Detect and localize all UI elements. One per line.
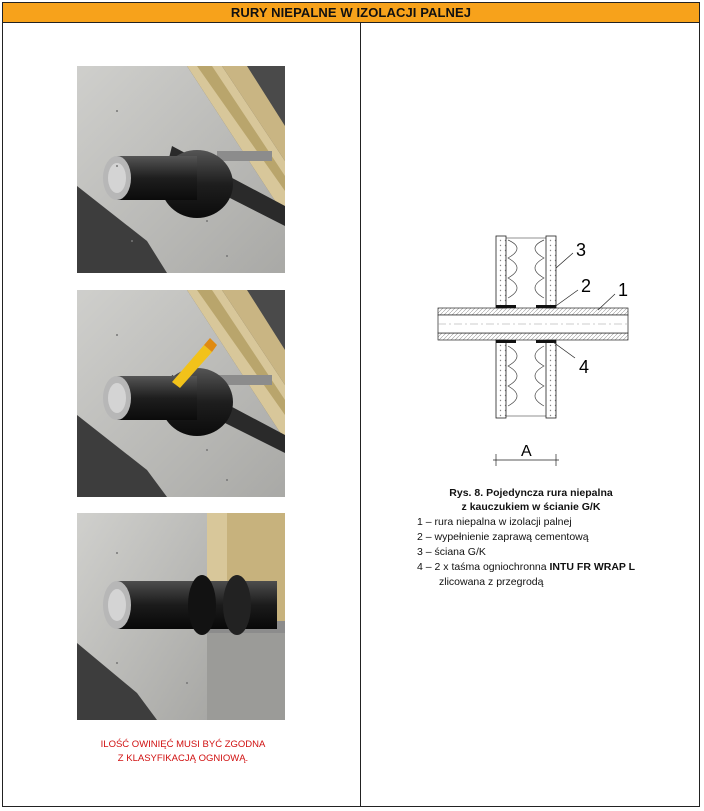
page-title: RURY NIEPALNE W IZOLACJI PALNEJ xyxy=(3,3,699,23)
warning-line-1: ILOŚĆ OWINIĘĆ MUSI BYĆ ZGODNA xyxy=(100,739,266,750)
wall-board-right-upper xyxy=(546,236,556,308)
label-2: 2 xyxy=(581,276,592,296)
wall-board-left-upper xyxy=(496,236,506,308)
pipe-section-diagram xyxy=(423,228,663,468)
page-frame xyxy=(2,2,700,807)
legend-item-4 xyxy=(417,560,635,575)
wall-board-left-lower xyxy=(496,340,506,418)
step-1-photo xyxy=(77,66,285,273)
label-1: 1 xyxy=(618,280,629,300)
step-2-photo xyxy=(77,290,285,497)
caption-line-2: z kauczukiem w ścianie G/K xyxy=(461,501,601,513)
warning-text xyxy=(23,738,343,766)
dimension-label-a: A xyxy=(521,443,532,460)
label-4: 4 xyxy=(579,357,590,377)
label-3: 3 xyxy=(576,240,587,260)
column-divider xyxy=(360,23,361,806)
legend-item-4-prefix: 4 – 2 x taśma ogniochronna xyxy=(417,561,550,573)
legend-item-1: 1 – rura niepalna w izolacji palnej xyxy=(417,516,572,528)
caption-line-1: Rys. 8. Pojedyncza rura niepalna xyxy=(449,487,613,499)
step-3-photo xyxy=(77,513,285,720)
legend-item-2: 2 – wypełnienie zaprawą cementową xyxy=(417,531,589,543)
fire-wrap-bottom-right xyxy=(536,340,556,343)
pipe-insulation-bottom xyxy=(438,333,628,340)
wall-board-right-lower xyxy=(546,340,556,418)
fire-wrap-bottom-left xyxy=(496,340,516,343)
figure-caption xyxy=(363,486,699,514)
legend-item-4-product: INTU FR WRAP L xyxy=(549,561,636,573)
fire-wrap-top-left xyxy=(496,305,516,308)
warning-line-2: Z KLASYFIKACJĄ OGNIOWĄ. xyxy=(117,753,249,764)
legend-item-3: 3 – ściana G/K xyxy=(417,546,486,558)
fire-wrap-top-right xyxy=(536,305,556,308)
legend-item-4-continuation: zlicowana z przegrodą xyxy=(439,576,544,588)
legend xyxy=(417,515,635,590)
